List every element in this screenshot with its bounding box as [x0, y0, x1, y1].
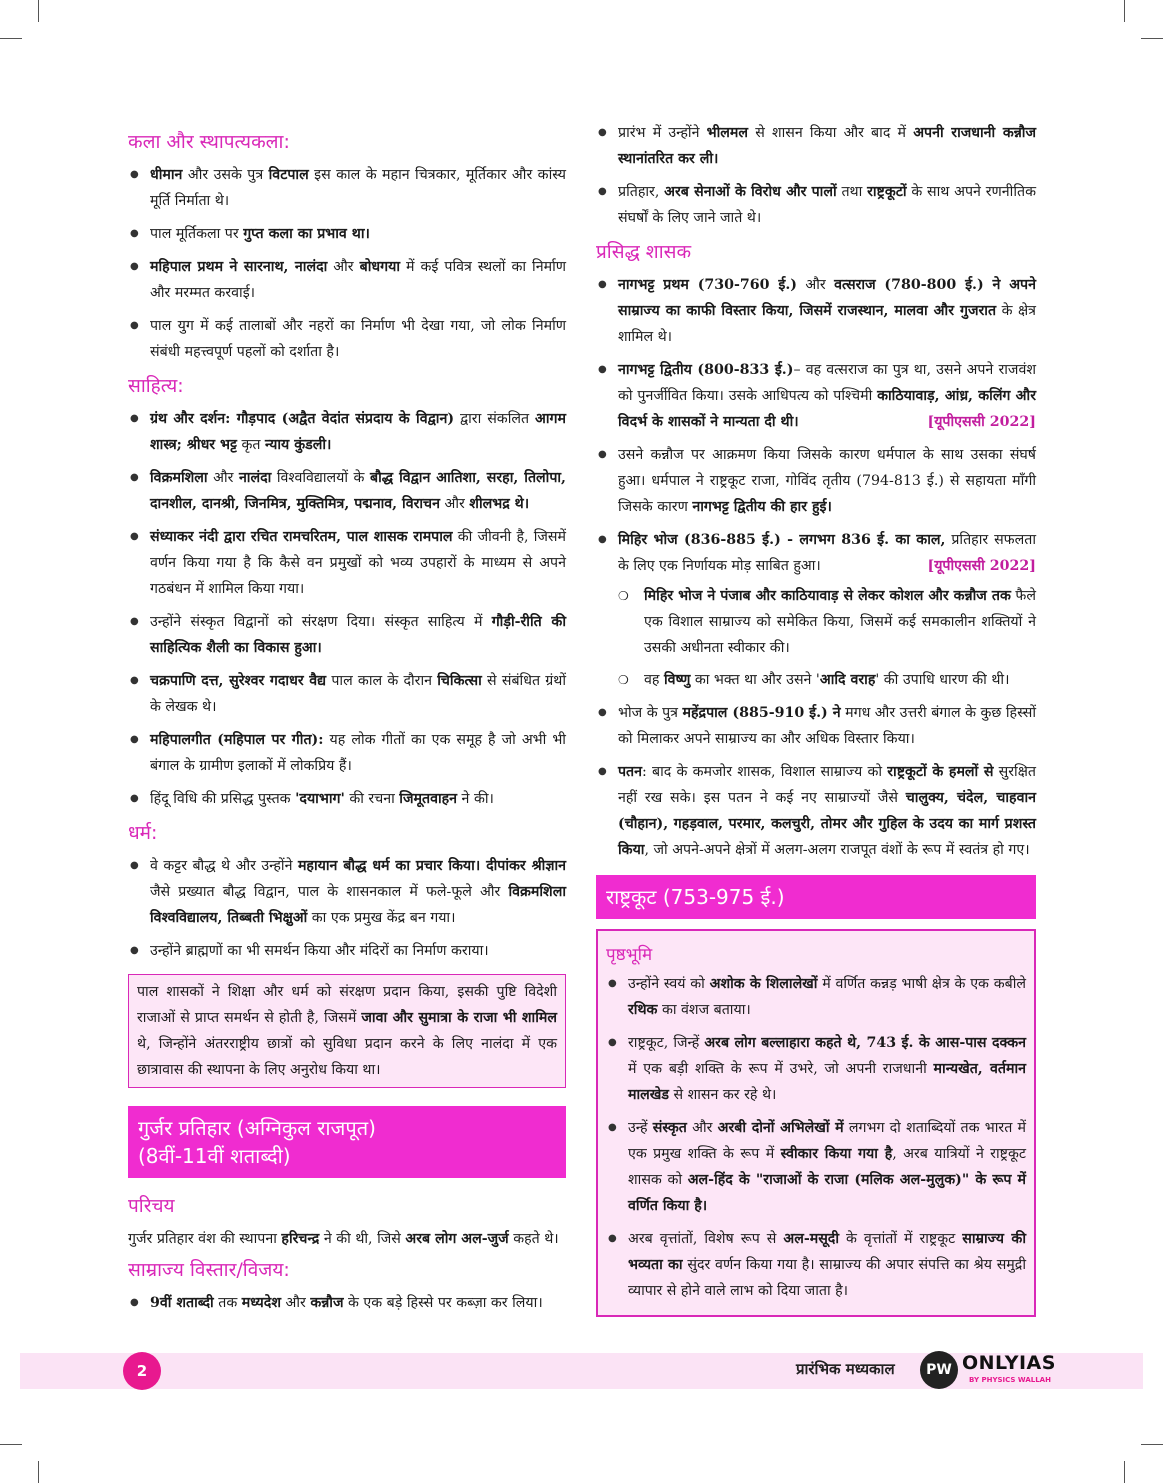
banner-title: गुर्जर प्रतिहार (अग्निकुल राजपूत) [138, 1116, 376, 1140]
sub-list-item: ❍ मिहिर भोज ने पंजाब और काठियावाड़ से लेकर कोशल और कन्नौज तक फैले एक विशाल साम्राज्य को समेकित किया, जिसमें कई समकालीन शक्तियों ने उसकी अधीनता स्वीकार की। [618, 583, 1036, 661]
expansion-list [128, 1290, 566, 1316]
list-item: ● उन्होंने स्वयं को अशोक के शिलालेखों में वर्णित कन्नड़ भाषी क्षेत्र के एक कबीले रथिक का वंशज बताया। [606, 971, 1026, 1023]
page-number: 2 [123, 1352, 161, 1390]
religion-heading: धर्म: [128, 822, 158, 844]
list-item: ● अरब वृत्तांतों, विशेष रूप से अल-मसूदी के वृत्तांतों में राष्ट्रकूट साम्राज्य की भव्यता का सुंदर वर्णन किया गया है। साम्राज्य की अपार संपत्ति का श्रेय समुद्री व्यापार से होने वाले लाभ को दिया जाता है। [606, 1226, 1026, 1304]
art-heading: कला और स्थापत्यकला: [128, 131, 290, 153]
list-item: ● उन्हें संस्कृत और अरबी दोनों अभिलेखों में लगभग दो शताब्दियों तक भारत में एक प्रमुख शक्ति के रूप में स्वीकार किया गया है, अरब यात्रियों ने राष्ट्रकूट शासक को अल-हिंद के "राजाओं के राजा (मलिक अल-मुलुक)" के रूप में वर्णित किया है। [606, 1115, 1026, 1219]
list-item: ● मिहिर भोज (836-885 ई.) - लगभग 836 ई. का काल, प्रतिहार सफलता के लिए एक निर्णायक मोड़ साबित हुआ। [यूपीएससी 2022] ❍ मिहिर भोज ने पंजाब और काठियावाड़ से लेकर कोशल और कन्नौज तक फैले एक विशाल साम्राज्य को समेकित किया, जिसमें कई समकालीन शक्तियों ने उसकी अधीनता स्वीकार की। ❍ वह विष्णु का भक्त था और उसने 'आदि वराह' की उपाधि धारण की थी। [596, 527, 1036, 693]
crop-mark [1141, 38, 1163, 39]
list-item: ● नागभट्ट द्वितीय (800-833 ई.)– वह वत्सराज का पुत्र था, उसने अपने राजवंश को पुनर्जीवित किया। उसके आधिपत्य को पश्चिमी काठियावाड़, आंध्र, कलिंग और विदर्भ के शासकों ने मान्यता दी थी। [यूपीएससी 2022] [596, 357, 1036, 435]
pala-patronage-note: पाल शासकों ने शिक्षा और धर्म को संरक्षण प्रदान किया, इसकी पुष्टि विदेशी राजाओं से प्राप्त समर्थन से होती है, जिसमें जावा और सुमात्रा के राजा भी शामिल थे, जिन्होंने अंतरराष्ट्रीय छात्रों को सुविधा प्रदान करने के लिए नालंदा में एक छात्रावास की स्थापना के लिए अनुरोध किया था। [128, 974, 566, 1088]
background-list [606, 971, 1026, 1304]
crop-mark [0, 38, 22, 39]
crop-mark [1141, 1444, 1163, 1445]
rashtrakuta-background-box [596, 929, 1036, 1317]
list-item: ● संध्याकर नंदी द्वारा रचित रामचरितम, पाल शासक रामपाल की जीवनी है, जिसमें वर्णन किया गया है कि कैसे वन प्रमुखों को भव्य उपहारों के माध्यम से अपने गठबंधन में शामिल किया गया। [128, 524, 566, 602]
mihir-bhoj-sublist [618, 583, 1036, 693]
rulers-list [596, 272, 1036, 863]
list-item: ● भोज के पुत्र महेंद्रपाल (885-910 ई.) ने मगध और उत्तरी बंगाल के कुछ हिस्सों को मिलाकर अपने साम्राज्य का और अधिक विस्तार किया। [596, 700, 1036, 752]
art-list [128, 162, 566, 365]
religion-list [128, 853, 566, 964]
crop-mark [0, 1444, 22, 1445]
crop-mark [1124, 1461, 1125, 1483]
literature-list [128, 406, 566, 812]
list-item: ● राष्ट्रकूट, जिन्हें अरब लोग बल्लाहारा कहते थे, 743 ई. के आस-पास दक्कन में एक बड़ी शक्ति के रूप में उभरे, जो अपनी राजधानी मान्यखेत, वर्तमान मालखेड से शासन कर रहे थे। [606, 1030, 1026, 1108]
list-item: ● धीमान और उसके पुत्र विटपाल इस काल के महान चित्रकार, मूर्तिकार और कांस्य मूर्ति निर्माता थे। [128, 162, 566, 214]
right-column [596, 120, 1036, 1317]
list-item: ● महिपाल प्रथम ने सारनाथ, नालंदा और बोधगया में कई पवित्र स्थलों का निर्माण और मरम्मत करवाई। [128, 254, 566, 306]
exam-reference: [यूपीएससी 2022] [927, 558, 1036, 574]
list-item: ● उन्होंने ब्राह्मणों का भी समर्थन किया और मंदिरों का निर्माण कराया। [128, 938, 566, 964]
list-item: ● पतन: बाद के कमजोर शासक, विशाल साम्राज्य को राष्ट्रकूटों के हमलों से सुरक्षित नहीं रख सके। इस पतन ने कई नए साम्राज्यों जैसे चालुक्य, चंदेल, चाहवान (चौहान), गहड़वाल, परमार, कलचुरी, तोमर और गुहिल के उदय का मार्ग प्रशस्त किया, जो अपने-अपने क्षेत्रों में अलग-अलग राजपूत वंशों के रूप में स्वतंत्र हो गए। [596, 759, 1036, 863]
list-item: ● नागभट्ट प्रथम (730-760 ई.) और वत्सराज (780-800 ई.) ने अपने साम्राज्य का काफी विस्तार किया, जिसमें राजस्थान, मालवा और गुजरात के क्षेत्र शामिल थे। [596, 272, 1036, 350]
background-heading: पृष्ठभूमि [606, 945, 653, 965]
sub-list-item: ❍ वह विष्णु का भक्त था और उसने 'आदि वराह' की उपाधि धारण की थी। [618, 667, 1036, 693]
list-item: ● पाल मूर्तिकला पर गुप्त कला का प्रभाव था। [128, 221, 566, 247]
list-item: ● ग्रंथ और दर्शन: गौड़पाद (अद्वैत वेदांत संप्रदाय के विद्वान) द्वारा संकलित आगम शास्त्र; श्रीधर भट्ट कृत न्याय कुंडली। [128, 406, 566, 458]
gurjara-pratihara-banner [128, 1106, 566, 1178]
list-item: ● उसने कन्नौज पर आक्रमण किया जिसके कारण धर्मपाल के साथ उसका संघर्ष हुआ। धर्मपाल ने राष्ट्रकूट राजा, गोविंद तृतीय (794-813 ई.) से सहायता माँगी जिसके कारण नागभट्ट द्वितीय की हार हुई। [596, 442, 1036, 520]
literature-heading: साहित्य: [128, 375, 184, 397]
brand-logo: ONLYIAS [962, 1352, 1056, 1374]
rulers-heading: प्रसिद्ध शासक [596, 241, 692, 263]
pw-logo-icon: PW [920, 1351, 958, 1389]
list-item: ● 9वीं शताब्दी तक मध्यदेश और कन्नौज के एक बड़े हिस्से पर कब्ज़ा कर लिया। [128, 1290, 566, 1316]
rashtrakuta-banner: राष्ट्रकूट (753-975 ई.) [596, 875, 1036, 919]
list-item: ● महिपालगीत (महिपाल पर गीत): यह लोक गीतों का एक समूह है जो अभी भी बंगाल के ग्रामीण इलाकों में लोकप्रिय हैं। [128, 727, 566, 779]
crop-mark [38, 0, 39, 22]
crop-mark [38, 1461, 39, 1483]
brand-tagline: BY PHYSICS WALLAH [969, 1376, 1051, 1384]
list-item: ● वे कट्टर बौद्ध थे और उन्होंने महायान बौद्ध धर्म का प्रचार किया। दीपांकर श्रीज्ञान जैसे प्रख्यात बौद्ध विद्वान, पाल के शासनकाल में फले-फूले और विक्रमशिला विश्वविद्यालय, तिब्बती भिक्षुओं का एक प्रमुख केंद्र बन गया। [128, 853, 566, 931]
intro-text: गुर्जर प्रतिहार वंश की स्थापना हरिचन्द्र ने की थी, जिसे अरब लोग अल-जुर्ज कहते थे। [128, 1231, 559, 1247]
expansion-heading: साम्राज्य विस्तार/विजय: [128, 1259, 290, 1281]
left-column [128, 128, 566, 1323]
list-item: ● उन्होंने संस्कृत विद्वानों को संरक्षण दिया। संस्कृत साहित्य में गौड़ी-रीति की साहित्यिक शैली का विकास हुआ। [128, 609, 566, 661]
chapter-title: प्रारंभिक मध्यकाल [796, 1360, 895, 1378]
exam-reference: [यूपीएससी 2022] [927, 414, 1036, 430]
intro-heading: परिचय [128, 1195, 175, 1217]
crop-mark [1124, 0, 1125, 22]
list-item: ● प्रतिहार, अरब सेनाओं के विरोध और पालों तथा राष्ट्रकूटों के साथ अपने रणनीतिक संघर्षों के लिए जाने जाते थे। [596, 179, 1036, 231]
banner-subtitle: (8वीं-11वीं शताब्दी) [138, 1144, 291, 1168]
list-item: ● हिंदू विधि की प्रसिद्ध पुस्तक 'दयाभाग' की रचना जिमूतवाहन ने की। [128, 786, 566, 812]
list-item: ● पाल युग में कई तालाबों और नहरों का निर्माण भी देखा गया, जो लोक निर्माण संबंधी महत्त्वपूर्ण पहलों को दर्शाता है। [128, 313, 566, 365]
list-item: ● प्रारंभ में उन्होंने भीलमल से शासन किया और बाद में अपनी राजधानी कन्नौज स्थानांतरित कर ली। [596, 120, 1036, 172]
pratihara-intro-list [596, 120, 1036, 231]
list-item: ● चक्रपाणि दत्त, सुरेश्वर गदाधर वैद्य पाल काल के दौरान चिकित्सा से संबंधित ग्रंथों के लेखक थे। [128, 668, 566, 720]
list-item: ● विक्रमशिला और नालंदा विश्वविद्यालयों के बौद्ध विद्वान आतिशा, सरहा, तिलोपा, दानशील, दानश्री, जिनमित्र, मुक्तिमित्र, पद्मनाव, विराचन और शीलभद्र थे। [128, 465, 566, 517]
